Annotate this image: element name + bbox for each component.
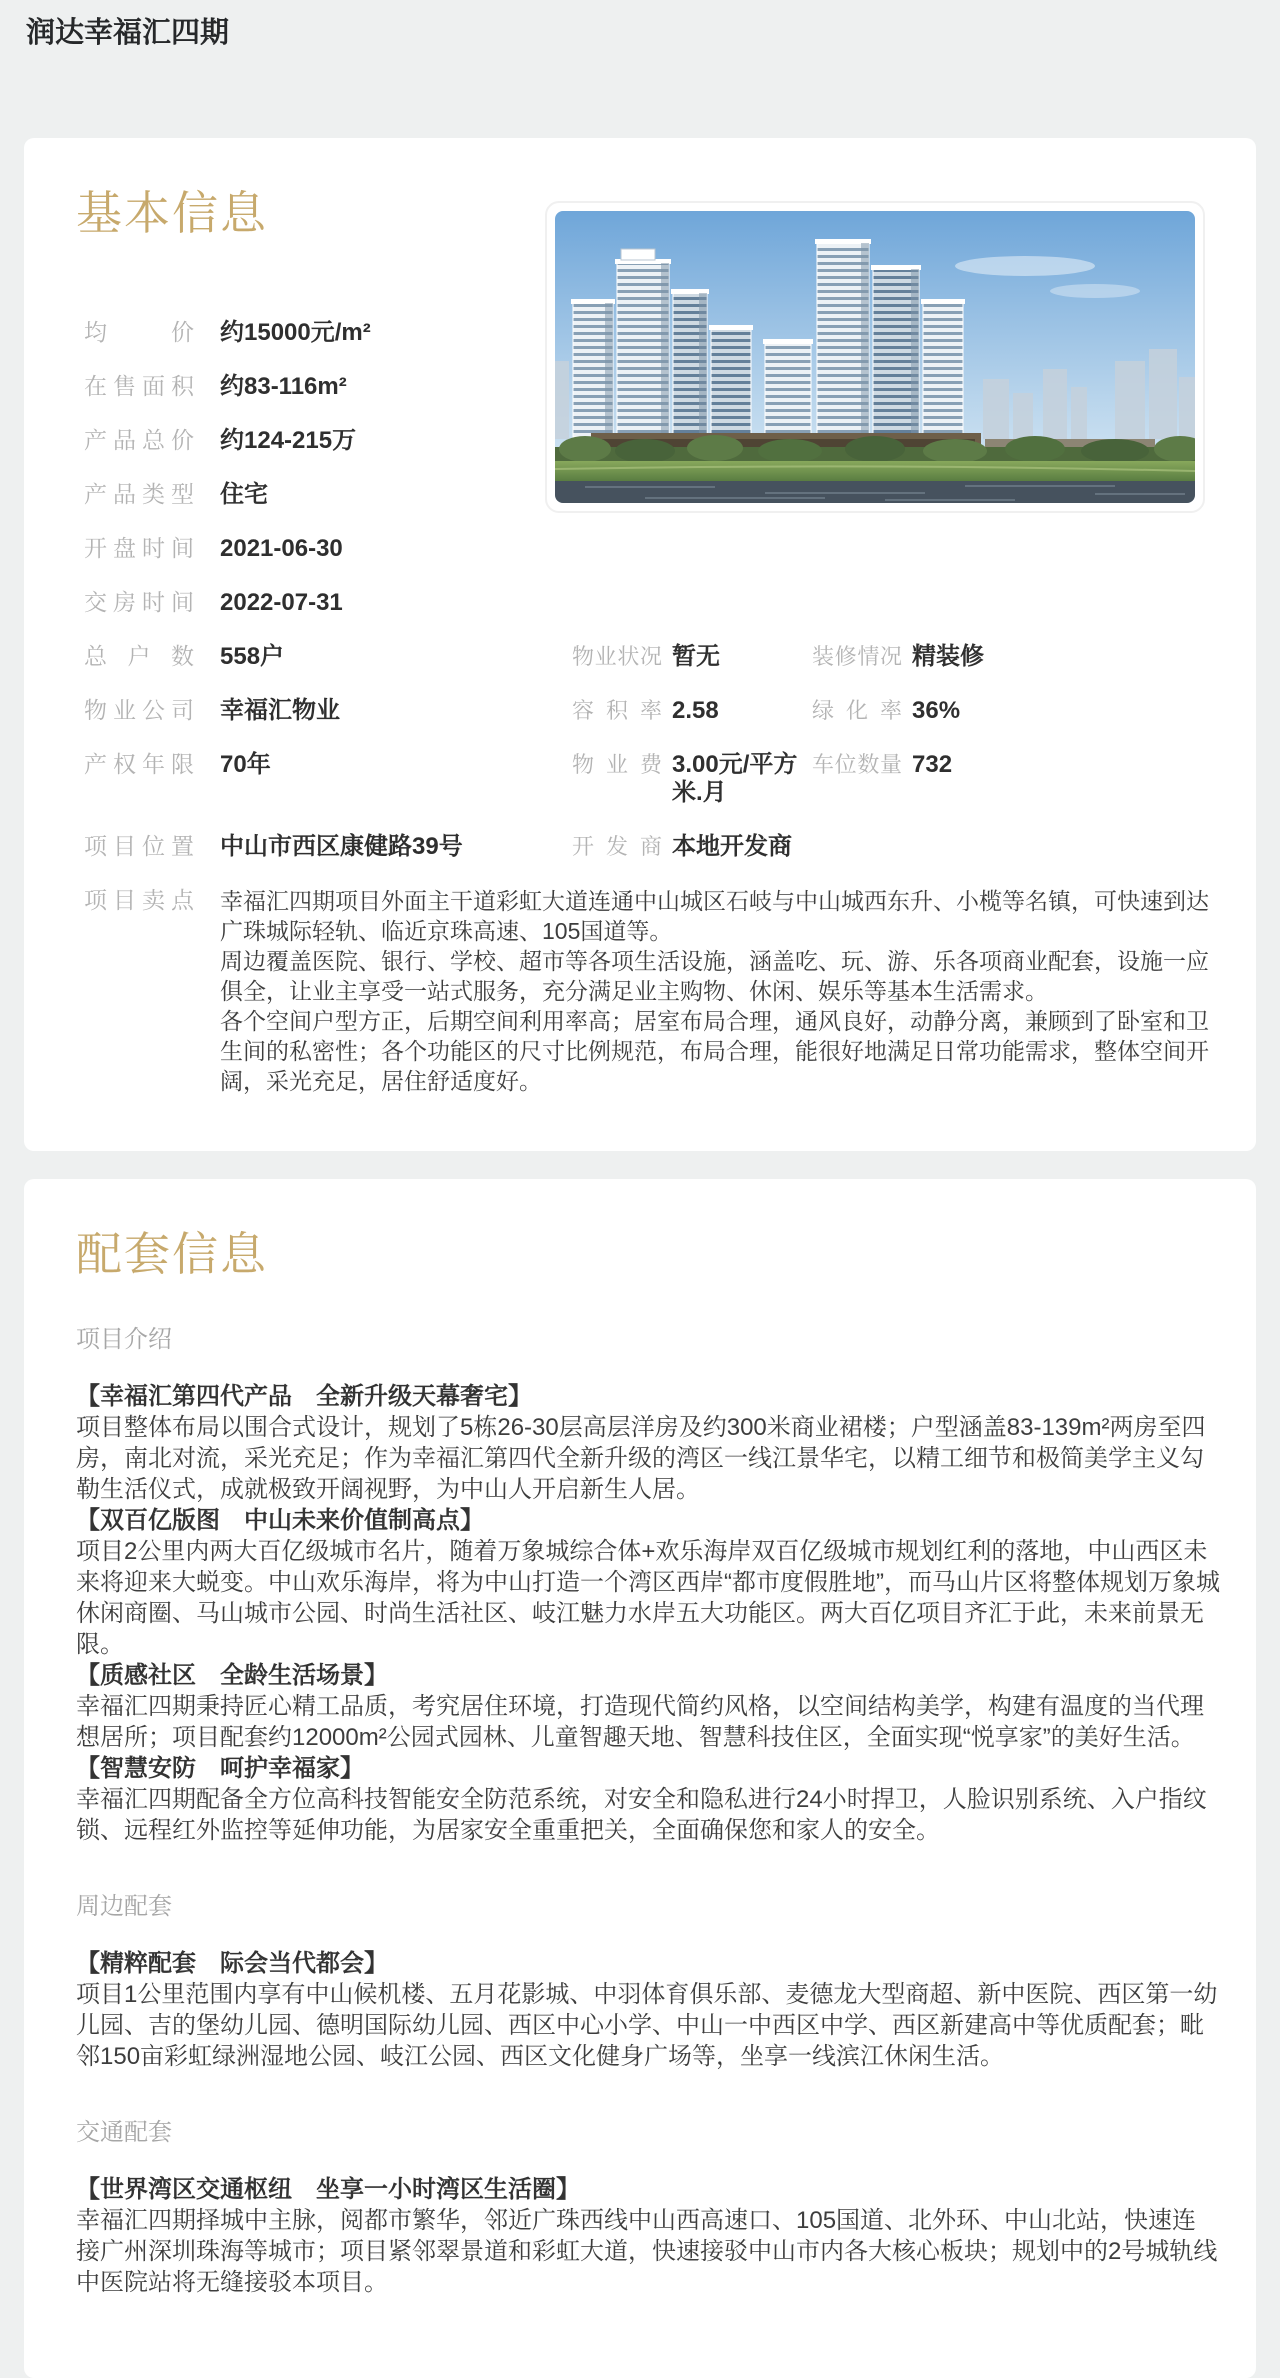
info-row-selling-points [84,886,1220,1096]
info-row-delivery-date [84,588,1220,617]
field-value: 732 [912,751,953,778]
selling-point-paragraph: 幸福汇四期项目外面主干道彩虹大道连通中山城区石岐与中山城西东升、小榄等名镇，可快速到达广珠城际轻轨、临近京珠高速、105国道等。 [220,888,1209,944]
property-rendering-art [555,211,1195,503]
field-label: 均价 [84,319,194,345]
field-label: 产权年限 [84,751,194,777]
field-value: 约124-215万 [220,427,357,454]
basic-info-section-title: 基本信息 [76,187,268,239]
selling-point-paragraph: 周边覆盖医院、银行、学校、超市等各项生活设施，涵盖吃、玩、游、乐各项商业配套，设施一应俱全，让业主享受一站式服务，充分满足业主购物、休闲、娱乐等基本生活需求。 [220,948,1209,1004]
amenity-heading: 【智慧安防 呵护幸福家】 [76,1755,364,1782]
amenity-paragraph: 项目整体布局以围合式设计，规划了5栋26-30层高层洋房及约300米商业裙楼；户型涵盖83-139m²两房至四房，南北对流，采光充足；作为幸福汇第四代全新升级的湾区一线江景华宅，以精工细节和极简美学主义勾勒生活仪式，成就极致开阔视野，为中山人开启新生人居。 [76,1414,1206,1503]
field-value: 约83-116m² [220,373,347,400]
field-label: 物业状况 [572,644,662,669]
field-value: 2.58 [672,697,719,724]
field-label: 项目卖点 [84,887,194,913]
amenity-heading: 【世界湾区交通枢纽 坐享一小时湾区生活圈】 [76,2176,580,2203]
field-label: 在售面积 [84,373,194,399]
basic-info-card [24,138,1256,1151]
field-label: 开盘时间 [84,535,194,561]
page-header [0,0,1280,52]
selling-point-paragraph: 各个空间户型方正，后期空间利用率高；居室布局合理，通风良好，动静分离，兼顾到了卧室和卫生间的私密性；各个功能区的尺寸比例规范，布局合理，能很好地满足日常功能需求，整体空间开阔，采光充足，居住舒适度好。 [220,1008,1209,1094]
amenity-paragraph: 项目2公里内两大百亿级城市名片，随着万象城综合体+欢乐海岸双百亿级城市规划红利的落地，中山西区未来将迎来大蜕变。中山欢乐海岸，将为中山打造一个湾区西岸“都市度假胜地”，而马山片区将整体规划万象城休闲商圈、马山城市公园、时尚生活社区、岐江魅力水岸五大功能区。两大百亿项目齐汇于此，未来前景无限。 [76,1538,1220,1658]
field-value: 3.00元/平方米.月 [672,751,798,806]
selling-points-text [220,886,1220,1096]
amenity-paragraph: 幸福汇四期择城中主脉，阅都市繁华，邻近广珠西线中山西高速口、105国道、北外环、中山北站，快速连接广州深圳珠海等城市；项目紧邻翠景道和彩虹大道，快速接驳中山市内各大核心板块；规划中的2号城轨线中医院站将无缝接驳本项目。 [76,2207,1218,2296]
sub-section-title: 项目介绍 [76,1326,172,1353]
field-value: 558户 [220,643,285,670]
field-value: 2021-06-30 [220,535,343,562]
amenity-section-transport [60,2118,1220,2298]
sub-section-title: 交通配套 [76,2119,172,2146]
amenity-section-surroundings [60,1892,1220,2072]
amenity-paragraph: 幸福汇四期配备全方位高科技智能安全防范系统，对安全和隐私进行24小时捍卫，人脸识别系统、入户指纹锁、远程红外监控等延伸功能，为居家安全重重把关，全面确保您和家人的安全。 [76,1786,1207,1844]
info-row-location [84,832,1220,861]
amenity-paragraph: 项目1公里范围内享有中山候机楼、五月花影城、中羽体育俱乐部、麦德龙大型商超、新中医院、西区第一幼儿园、吉的堡幼儿园、德明国际幼儿园、西区中心小学、中山一中西区中学、西区新建高中等优质配套；毗邻150亩彩虹绿洲湿地公园、岐江公园、西区文化健身广场等，坐享一线滨江休闲生活。 [76,1981,1218,2070]
field-label: 车位数量 [812,752,902,777]
page-title: 润达幸福汇四期 [26,17,230,49]
field-label: 交房时间 [84,589,194,615]
field-label: 开发商 [572,834,662,859]
field-label: 总户数 [84,643,194,669]
amenity-section-title: 配套信息 [76,1228,268,1280]
field-value: 本地开发商 [672,833,792,860]
field-value: 精装修 [912,643,984,670]
field-label: 产品类型 [84,481,194,507]
field-value: 暂无 [672,643,720,670]
field-label: 项目位置 [84,833,194,859]
field-value: 幸福汇物业 [220,697,340,724]
amenity-info-card [24,1179,1256,2378]
field-value: 约15000元/m² [220,319,371,346]
amenity-paragraph: 幸福汇四期秉持匠心精工品质，考究居住环境，打造现代简约风格，以空间结构美学，构建有温度的当代理想居所；项目配套约12000m²公园式园林、儿童智趣天地、智慧科技住区，全面实现“悦享家”的美好生活。 [76,1693,1204,1751]
property-rendering-image[interactable] [545,201,1205,513]
info-row-households [84,642,1220,671]
amenity-heading: 【精粹配套 际会当代都会】 [76,1950,388,1977]
amenity-section-intro [60,1325,1220,1846]
field-label: 物业公司 [84,697,194,723]
field-label: 装修情况 [812,644,902,669]
amenity-heading: 【幸福汇第四代产品 全新升级天幕奢宅】 [76,1383,532,1410]
field-value: 36% [912,697,961,724]
amenity-heading: 【质感社区 全龄生活场景】 [76,1662,388,1689]
field-value: 2022-07-31 [220,589,343,616]
amenity-heading: 【双百亿版图 中山未来价值制高点】 [76,1507,484,1534]
field-label: 物业费 [572,752,662,777]
field-label: 产品总价 [84,427,194,453]
field-value: 70年 [220,751,271,778]
sub-section-title: 周边配套 [76,1893,172,1920]
info-row-open-date [84,534,1220,563]
field-value: 住宅 [220,481,268,508]
info-row-tenure [84,750,1220,807]
info-row-property-company [84,696,1220,725]
field-label: 绿化率 [812,698,902,723]
field-value: 中山市西区康健路39号 [220,833,463,860]
field-label: 容积率 [572,698,662,723]
